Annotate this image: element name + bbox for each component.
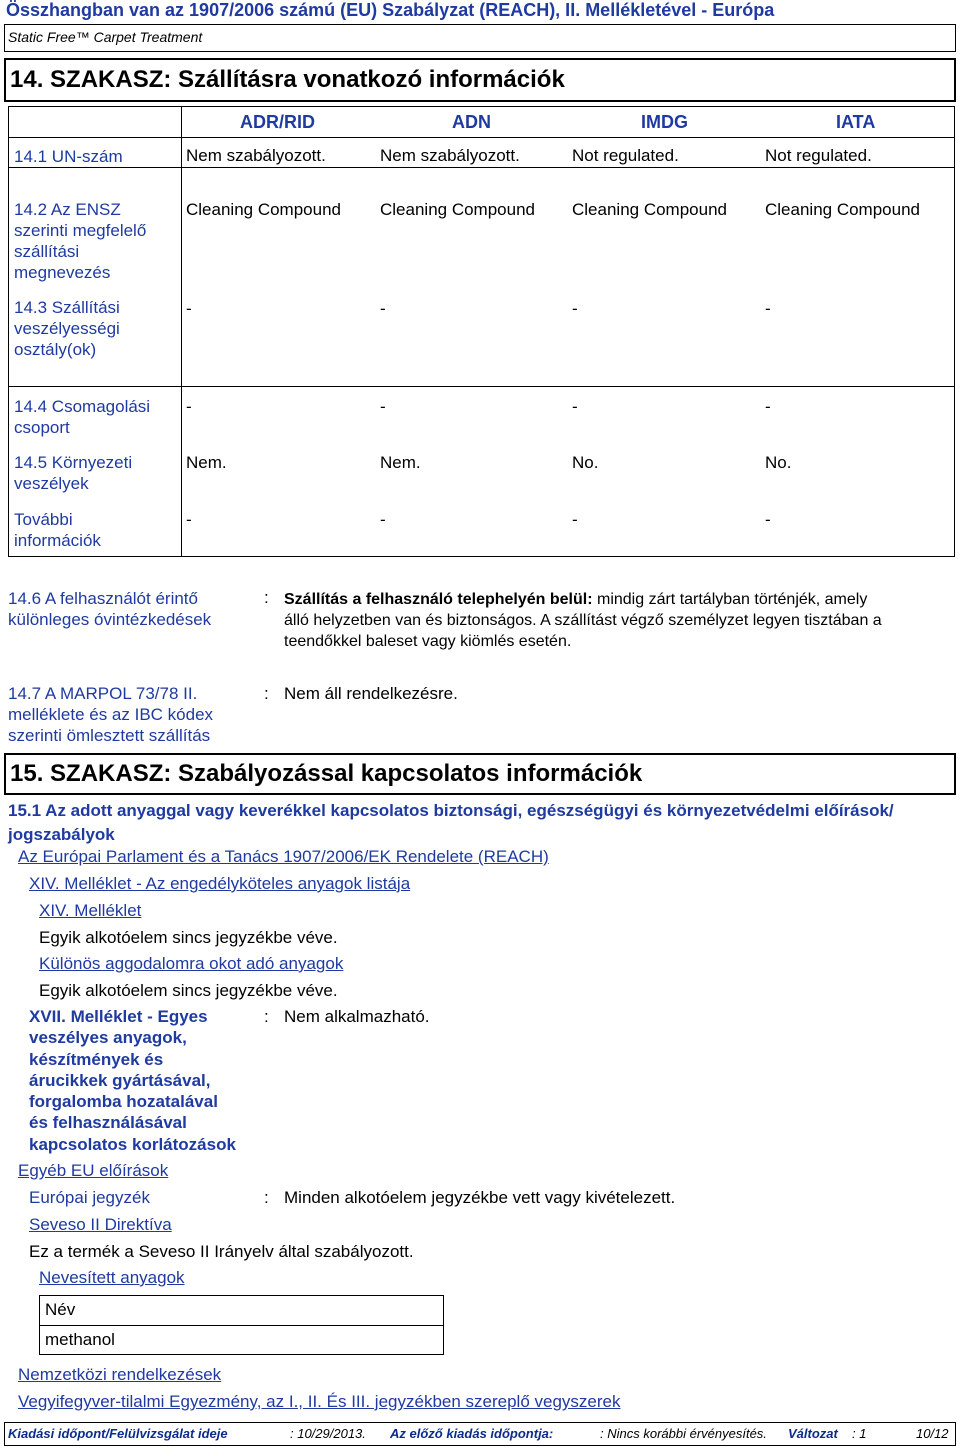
label-line: különleges óvintézkedések	[8, 610, 212, 629]
cell-name-iata: Cleaning Compound	[765, 200, 920, 219]
row-label-hazard-class	[14, 297, 120, 360]
label-line: 14.3 Szállítási	[14, 298, 120, 317]
cell-name-adr: Cleaning Compound	[186, 200, 341, 219]
annex14-text: Egyik alkotóelem sincs jegyzékbe véve.	[39, 928, 338, 947]
cell-un-adn: Nem szabályozott.	[380, 146, 520, 165]
label-line: kapcsolatos korlátozások	[29, 1134, 236, 1154]
label-line: megnevezés	[14, 263, 111, 282]
label-line: és felhasználásával	[29, 1113, 187, 1133]
marpol-colon: :	[264, 684, 269, 703]
cell-info-iata: -	[765, 510, 771, 529]
section-15-title: 15. SZAKASZ: Szabályozással kapcsolatos információk	[10, 760, 643, 787]
named-substances-link[interactable]: Nevesített anyagok	[39, 1268, 185, 1287]
precautions-text	[284, 589, 956, 652]
table-divider	[9, 137, 954, 138]
table-divider	[181, 107, 182, 556]
marpol-value: Nem áll rendelkezésre.	[284, 684, 458, 703]
svhc-text: Egyik alkotóelem sincs jegyzékbe véve.	[39, 981, 338, 1000]
named-table-header: Név	[45, 1300, 76, 1319]
col-header-imdg: IMDG	[641, 112, 688, 132]
label-line: információk	[14, 531, 101, 550]
cell-class-adn: -	[380, 299, 386, 318]
label-line: árucikkek gyártásával,	[29, 1070, 211, 1090]
product-name: Static Free™ Carpet Treatment	[8, 29, 203, 45]
subsection-15-1-line: 15.1 Az adott anyaggal vagy keverékkel kapcsolatos biztonsági, egészségügyi és környezetvédelmi előírások/	[8, 801, 894, 820]
eu-inventory-colon: :	[264, 1188, 269, 1207]
cell-info-adn: -	[380, 510, 386, 529]
annex17-value: Nem alkalmazható.	[284, 1007, 430, 1026]
footer-version-value: : 1	[852, 1426, 867, 1441]
named-table-row: methanol	[45, 1330, 115, 1349]
footer-prev-label: Az előző kiadás időpontja:	[390, 1426, 554, 1441]
cell-un-iata: Not regulated.	[765, 146, 872, 165]
seveso-link[interactable]: Seveso II Direktíva	[29, 1215, 172, 1234]
row-label-shipping-name	[14, 199, 146, 283]
precautions-label	[8, 588, 211, 630]
cell-env-adr: Nem.	[186, 453, 227, 472]
seveso-text: Ez a termék a Seveso II Irányelv által szabályozott.	[29, 1242, 414, 1261]
text-line: teendőkkel baleset vagy kiömlés esetén.	[284, 633, 572, 650]
label-line: melléklete és az IBC kódex	[8, 705, 214, 724]
transport-table	[8, 106, 955, 557]
label-line: XVII. Melléklet - Egyes	[29, 1007, 208, 1026]
cell-env-iata: No.	[765, 453, 792, 472]
label-line: 14.6 A felhasználót érintő	[8, 589, 198, 608]
table-divider	[9, 386, 954, 387]
label-line: forgalomba hozatalával	[29, 1092, 218, 1112]
cell-name-imdg: Cleaning Compound	[572, 200, 727, 219]
cell-un-imdg: Not regulated.	[572, 146, 679, 165]
text-line: álló helyzetben van és biztonságos. A szállítást végző személyzet legyen tisztában a	[284, 612, 882, 629]
annex17-label	[29, 1006, 236, 1155]
other-eu-link[interactable]: Egyéb EU előírások	[18, 1161, 169, 1180]
label-line: 14.5 Környezeti	[14, 453, 133, 472]
footer-issue-value: : 10/29/2013.	[290, 1426, 366, 1441]
col-header-iata: IATA	[836, 112, 876, 132]
row-label-env-hazards	[14, 452, 132, 494]
text-line	[284, 589, 956, 610]
document-title: Összhangban van az 1907/2006 számú (EU) Szabályzat (REACH), II. Mellékletével - Európa	[6, 0, 775, 20]
label-line: veszélyes anyagok,	[29, 1028, 187, 1048]
cell-name-adn: Cleaning Compound	[380, 200, 535, 219]
precautions-colon: :	[264, 588, 269, 607]
cell-un-adr: Nem szabályozott.	[186, 146, 326, 165]
row-label-further-info	[14, 509, 101, 551]
label-line: szállítási	[14, 242, 80, 261]
eu-inventory-label: Európai jegyzék	[29, 1188, 150, 1207]
table-divider	[9, 167, 954, 168]
footer-version-label: Változat	[788, 1426, 838, 1441]
annex14-link[interactable]: XIV. Melléklet	[39, 901, 142, 920]
cell-info-adr: -	[186, 510, 192, 529]
eu-inventory-value: Minden alkotóelem jegyzékbe vett vagy kivételezett.	[284, 1188, 676, 1207]
footer-page: 10/12	[916, 1426, 949, 1441]
intl-regulations-link[interactable]: Nemzetközi rendelkezések	[18, 1365, 222, 1384]
svhc-link[interactable]: Különös aggodalomra okot adó anyagok	[39, 954, 344, 973]
label-line: osztály(ok)	[14, 340, 97, 359]
cell-env-imdg: No.	[572, 453, 599, 472]
subsection-15-1	[8, 799, 894, 847]
label-line: 14.7 A MARPOL 73/78 II.	[8, 684, 198, 703]
marpol-label	[8, 683, 213, 746]
label-line: 14.4 Csomagolási	[14, 397, 151, 416]
precautions-lead: Szállítás a felhasználó telephelyén belül:	[284, 591, 593, 608]
annex14-list-link[interactable]: XIV. Melléklet - Az engedélyköteles anyagok listája	[29, 874, 411, 893]
footer-prev-value: : Nincs korábbi érvényesítés.	[600, 1426, 767, 1441]
col-header-adn: ADN	[452, 112, 491, 132]
label-line: készítmények és	[29, 1049, 164, 1069]
label-line: veszélyek	[14, 474, 89, 493]
section-14-title: 14. SZAKASZ: Szállításra vonatkozó információk	[10, 66, 565, 93]
footer-issue-label: Kiadási időpont/Felülvizsgálat ideje	[8, 1426, 228, 1441]
cell-env-adn: Nem.	[380, 453, 421, 472]
label-line: szerinti ömlesztett szállítás	[8, 726, 211, 745]
cell-pg-iata: -	[765, 397, 771, 416]
cell-info-imdg: -	[572, 510, 578, 529]
subsection-15-1-line: jogszabályok	[8, 825, 115, 844]
text-span: mindig zárt tartályban történjék, amely	[592, 591, 868, 608]
label-line: szerinti megfelelő	[14, 221, 147, 240]
annex17-colon: :	[264, 1007, 269, 1026]
cell-pg-adn: -	[380, 397, 386, 416]
cwc-link[interactable]: Vegyifegyver-tilalmi Egyezmény, az I., II. És III. jegyzékben szereplő vegyszerek	[18, 1392, 621, 1411]
cell-pg-imdg: -	[572, 397, 578, 416]
label-line: veszélyességi	[14, 319, 120, 338]
reach-link[interactable]: Az Európai Parlament és a Tanács 1907/2006/EK Rendelete (REACH)	[18, 847, 549, 866]
table-divider	[40, 1325, 443, 1326]
label-line: 14.2 Az ENSZ	[14, 200, 121, 219]
row-label-packing-group	[14, 396, 150, 438]
label-line: További	[14, 510, 73, 529]
cell-pg-adr: -	[186, 397, 192, 416]
cell-class-imdg: -	[572, 299, 578, 318]
row-label-un-number: 14.1 UN-szám	[14, 147, 123, 166]
col-header-adr: ADR/RID	[240, 112, 315, 132]
cell-class-iata: -	[765, 299, 771, 318]
cell-class-adr: -	[186, 299, 192, 318]
label-line: csoport	[14, 418, 70, 437]
